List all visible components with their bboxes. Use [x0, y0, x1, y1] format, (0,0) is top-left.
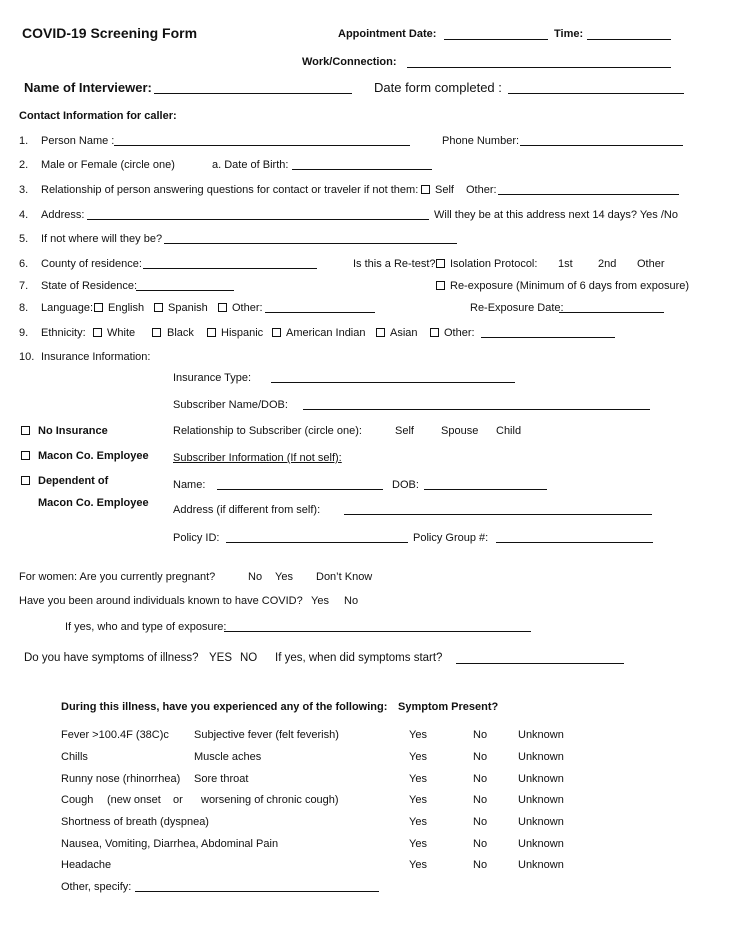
item-number: 3.: [19, 184, 29, 196]
symptom-no[interactable]: No: [473, 838, 488, 850]
symptom-no[interactable]: No: [473, 773, 488, 785]
isolation-1st[interactable]: 1st: [558, 258, 573, 270]
ethnicity-other-label: Other:: [444, 327, 475, 339]
symptom-no[interactable]: No: [473, 816, 488, 828]
pregnant-no[interactable]: No: [248, 571, 263, 583]
black-checkbox[interactable]: [152, 328, 161, 337]
symptom-label: Muscle aches: [194, 751, 262, 763]
item-number: 5.: [19, 233, 29, 245]
hispanic-checkbox[interactable]: [207, 328, 216, 337]
symptom-yes[interactable]: Yes: [409, 816, 427, 828]
pregnant-yes[interactable]: Yes: [275, 571, 293, 583]
english-checkbox[interactable]: [94, 303, 103, 312]
dependent-employee-label: Macon Co. Employee: [38, 497, 149, 509]
reexposure-label: Re-exposure (Minimum of 6 days from exposure): [450, 280, 690, 292]
isolation-2nd[interactable]: 2nd: [598, 258, 617, 270]
address-field[interactable]: [87, 219, 429, 220]
symptom-unknown[interactable]: Unknown: [518, 816, 564, 828]
exposure-label: If yes, who and type of exposure:: [65, 621, 227, 633]
subscriber-info-heading: Subscriber Information (If not self):: [173, 452, 342, 464]
language-other-field[interactable]: [265, 312, 375, 313]
no-insurance-label: No Insurance: [38, 425, 108, 437]
phone-field[interactable]: [520, 145, 683, 146]
dependent-checkbox[interactable]: [21, 476, 30, 485]
symptom-unknown[interactable]: Unknown: [518, 751, 564, 763]
item-number: 7.: [19, 280, 29, 292]
language-other-label: Other:: [232, 302, 263, 314]
sex-label: Male or Female (circle one): [41, 159, 175, 171]
person-name-label: Person Name :: [41, 135, 115, 147]
symptoms-question: Do you have symptoms of illness?: [24, 652, 199, 664]
macon-employee-checkbox[interactable]: [21, 451, 30, 460]
sub-dob-label: DOB:: [392, 479, 419, 491]
symptom-no[interactable]: No: [473, 794, 488, 806]
work-connection-label: Work/Connection:: [302, 56, 397, 68]
dob-field[interactable]: [292, 169, 432, 170]
exposure-field[interactable]: [224, 631, 531, 632]
state-label: State of Residence:: [41, 280, 138, 292]
item-number: 9.: [19, 327, 29, 339]
date-completed-label: Date form completed :: [374, 80, 502, 95]
form-title: COVID-19 Screening Form: [22, 25, 198, 41]
if-not-field[interactable]: [164, 243, 457, 244]
policy-group-field[interactable]: [496, 542, 653, 543]
other-symptom-field[interactable]: [135, 891, 379, 892]
american-indian-checkbox[interactable]: [272, 328, 281, 337]
item-number: 2.: [19, 159, 29, 171]
white-label: White: [107, 327, 136, 339]
around-no[interactable]: No: [344, 595, 359, 607]
symptom-label: Sore throat: [194, 773, 249, 785]
sub-name-label: Name:: [173, 479, 206, 491]
phone-label: Phone Number:: [442, 135, 520, 147]
ethnicity-label: Ethnicity:: [41, 327, 86, 339]
item-number: 1.: [19, 135, 29, 147]
isolation-label: Isolation Protocol:: [450, 258, 538, 270]
relationship-subscriber-label: Relationship to Subscriber (circle one):: [173, 425, 362, 437]
symptom-no[interactable]: No: [473, 729, 488, 741]
language-other-checkbox[interactable]: [218, 303, 227, 312]
subscriber-field[interactable]: [303, 409, 650, 410]
sub-address-label: Address (if different from self):: [173, 504, 321, 516]
appointment-date-field[interactable]: [444, 39, 548, 40]
policy-id-label: Policy ID:: [173, 532, 220, 544]
item-number: 4.: [19, 209, 29, 221]
item-number: 10.: [19, 351, 35, 363]
pregnant-question: For women: Are you currently pregnant?: [19, 571, 216, 583]
symptom-label: (new onset: [107, 794, 161, 806]
relationship-other-field[interactable]: [498, 194, 679, 195]
symptom-label: Shortness of breath (dyspnea): [61, 816, 209, 828]
spanish-checkbox[interactable]: [154, 303, 163, 312]
sub-name-field[interactable]: [217, 489, 383, 490]
interviewer-field[interactable]: [154, 93, 352, 94]
symptom-unknown[interactable]: Unknown: [518, 838, 564, 850]
person-name-field[interactable]: [114, 145, 410, 146]
next-14-days-question: Will they be at this address next 14 days? Yes /No: [434, 209, 678, 221]
white-checkbox[interactable]: [93, 328, 102, 337]
reexposure-date-field[interactable]: [559, 312, 664, 313]
symptom-yes[interactable]: Yes: [409, 751, 427, 763]
self-label: Self: [435, 184, 454, 196]
address-label: Address:: [41, 209, 85, 221]
relationship-child[interactable]: Child: [496, 425, 522, 437]
american-indian-label: American Indian: [286, 327, 366, 339]
symptom-unknown[interactable]: Unknown: [518, 859, 564, 871]
hispanic-label: Hispanic: [221, 327, 264, 339]
symptom-label: Headache: [61, 859, 112, 871]
no-insurance-checkbox[interactable]: [21, 426, 30, 435]
symptoms-start-field[interactable]: [456, 663, 624, 664]
spanish-label: Spanish: [168, 302, 208, 314]
symptom-label: Fever >100.4F (38C)c: [61, 729, 169, 741]
symptoms-yes[interactable]: YES: [209, 652, 233, 664]
relationship-label: Relationship of person answering questions for contact or traveler if not them:: [41, 184, 419, 196]
time-field[interactable]: [587, 39, 671, 40]
other-label: Other:: [466, 184, 497, 196]
appointment-date-label: Appointment Date:: [338, 28, 437, 40]
dob-label: a. Date of Birth:: [212, 159, 289, 171]
macon-employee-label: Macon Co. Employee: [38, 450, 149, 462]
symptom-no[interactable]: No: [473, 751, 488, 763]
symptom-label: or: [173, 794, 183, 806]
time-label: Time:: [554, 28, 584, 40]
sub-dob-field[interactable]: [424, 489, 547, 490]
dependent-label: Dependent of: [38, 475, 109, 487]
ethnicity-other-checkbox[interactable]: [430, 328, 439, 337]
policy-id-field[interactable]: [226, 542, 408, 543]
symptom-yes[interactable]: Yes: [409, 794, 427, 806]
pregnant-dont-know[interactable]: Don’t Know: [316, 571, 373, 583]
symptom-unknown[interactable]: Unknown: [518, 794, 564, 806]
item-number: 8.: [19, 302, 29, 314]
date-completed-field[interactable]: [508, 93, 684, 94]
asian-checkbox[interactable]: [376, 328, 385, 337]
symptoms-heading: During this illness, have you experienced any of the following:: [61, 701, 388, 713]
black-label: Black: [167, 327, 194, 339]
symptom-label: Nausea, Vomiting, Diarrhea, Abdominal Pain: [61, 838, 279, 850]
ethnicity-other-field[interactable]: [481, 337, 615, 338]
retest-checkbox[interactable]: [436, 259, 445, 268]
symptom-no[interactable]: No: [473, 859, 488, 871]
symptom-present-heading: Symptom Present?: [398, 701, 499, 713]
sub-address-field[interactable]: [344, 514, 652, 515]
insurance-type-field[interactable]: [271, 382, 515, 383]
county-field[interactable]: [143, 268, 317, 269]
relationship-self[interactable]: Self: [395, 425, 414, 437]
symptom-unknown[interactable]: Unknown: [518, 773, 564, 785]
symptom-label: worsening of chronic cough): [201, 794, 339, 806]
asian-label: Asian: [390, 327, 418, 339]
symptom-label: Chills: [61, 751, 88, 763]
symptom-label: Runny nose (rhinorrhea): [61, 773, 181, 785]
english-label: English: [108, 302, 145, 314]
symptom-yes[interactable]: Yes: [409, 773, 427, 785]
state-field[interactable]: [136, 290, 234, 291]
symptom-yes[interactable]: Yes: [409, 838, 427, 850]
retest-label: Is this a Re-test?: [353, 258, 436, 270]
around-covid-question: Have you been around individuals known to have COVID?: [19, 595, 303, 607]
self-checkbox[interactable]: [421, 185, 430, 194]
symptom-yes[interactable]: Yes: [409, 729, 427, 741]
work-connection-field[interactable]: [407, 67, 671, 68]
county-label: County of residence:: [41, 258, 142, 270]
insurance-label: Insurance Information:: [41, 351, 151, 363]
item-number: 6.: [19, 258, 29, 270]
isolation-other[interactable]: Other: [637, 258, 665, 270]
insurance-type-label: Insurance Type:: [173, 372, 252, 384]
symptom-yes[interactable]: Yes: [409, 859, 427, 871]
symptom-label: Cough: [61, 794, 94, 806]
symptom-label: Subjective fever (felt feverish): [194, 729, 339, 741]
symptom-unknown[interactable]: Unknown: [518, 729, 564, 741]
symptoms-start-label: If yes, when did symptoms start?: [275, 652, 443, 664]
symptoms-no[interactable]: NO: [240, 652, 258, 664]
interviewer-label: Name of Interviewer:: [24, 80, 152, 95]
subscriber-label: Subscriber Name/DOB:: [173, 399, 288, 411]
reexposure-date-label: Re-Exposure Date:: [470, 302, 564, 314]
around-yes[interactable]: Yes: [311, 595, 329, 607]
contact-heading: Contact Information for caller:: [19, 110, 177, 122]
other-symptom-label: Other, specify:: [61, 881, 132, 893]
reexposure-checkbox[interactable]: [436, 281, 445, 290]
language-label: Language:: [41, 302, 93, 314]
policy-group-label: Policy Group #:: [413, 532, 489, 544]
relationship-spouse[interactable]: Spouse: [441, 425, 479, 437]
if-not-label: If not where will they be?: [41, 233, 163, 245]
